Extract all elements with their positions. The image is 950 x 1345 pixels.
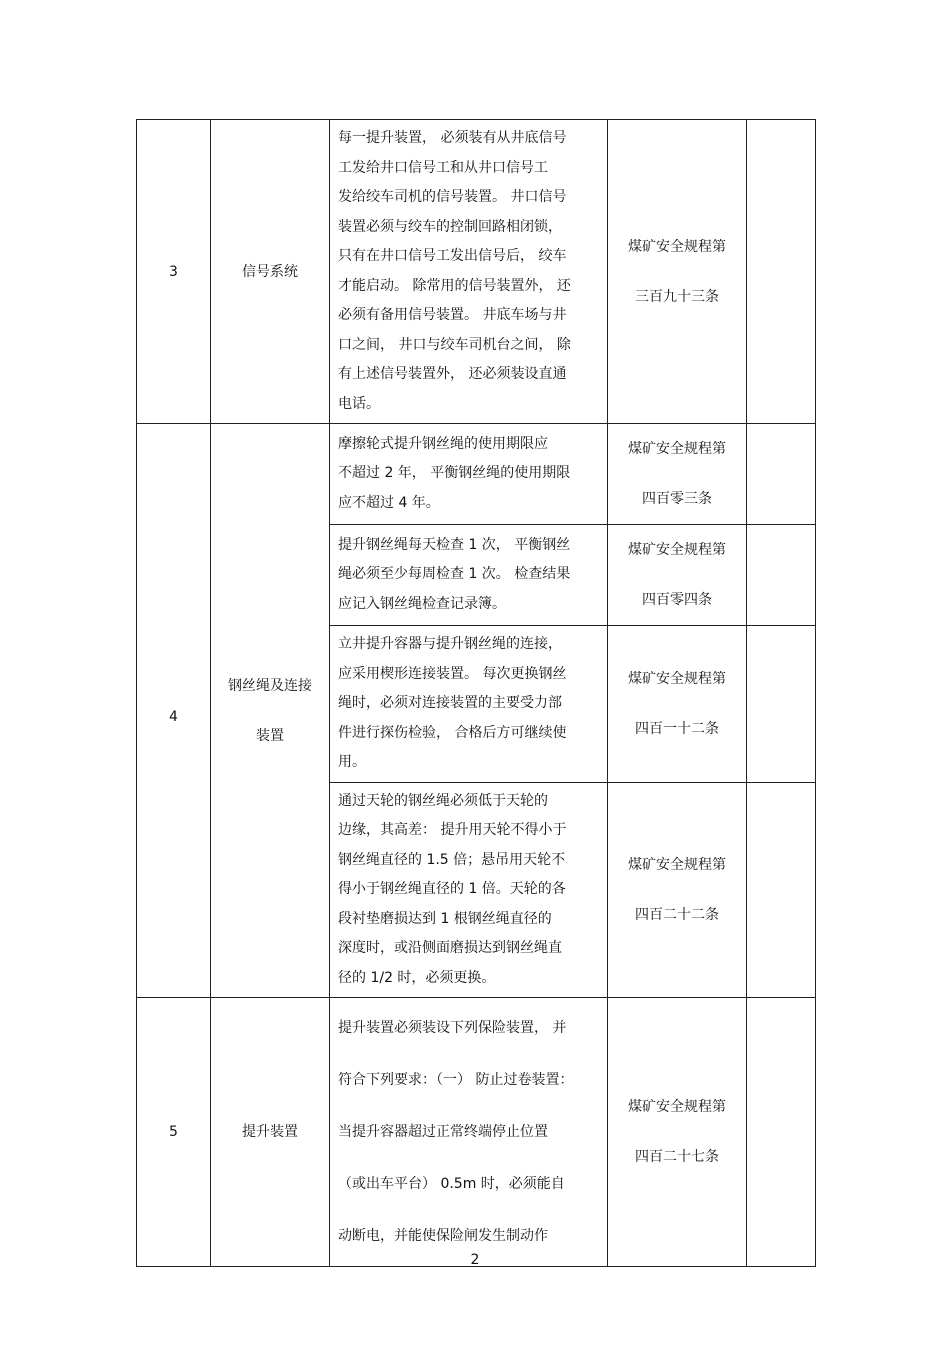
- requirement-line: 当提升容器超过正常终端停止位置: [338, 1124, 548, 1140]
- remarks-cell: [747, 424, 816, 525]
- basis-line: 四百二十七条: [635, 1149, 719, 1165]
- category-line: 钢丝绳及连接: [228, 677, 312, 694]
- requirement-line: 绳时，必须对连接装置的主要受力部: [338, 695, 562, 711]
- requirement-cell: [330, 525, 608, 626]
- remarks-cell: [747, 120, 816, 424]
- requirement-line: 应记入钢丝绳检查记录簿。: [338, 595, 506, 612]
- basis-line: 四百二十二条: [635, 906, 719, 923]
- remarks-cell: [747, 782, 816, 998]
- requirement-line: 只有在井口信号工发出信号后， 绞车: [338, 248, 567, 264]
- requirement-line: 应采用楔形连接装置。 每次更换钢丝: [338, 665, 567, 682]
- basis-line: 煤矿安全规程第: [628, 441, 726, 457]
- requirement-line: 深度时，或沿侧面磨损达到钢丝绳直: [338, 940, 562, 956]
- requirement-line: 才能启动。 除常用的信号装置外， 还: [338, 277, 571, 294]
- requirement-line: 段衬垫磨损达到 1 根钢丝绳直径的: [338, 910, 552, 927]
- basis-cell: [608, 782, 747, 998]
- requirement-line: 工发给井口信号工和从井口信号工: [338, 159, 548, 176]
- basis-cell: [608, 998, 747, 1267]
- requirement-line: 用。: [338, 754, 366, 770]
- basis-line: 煤矿安全规程第: [628, 542, 726, 558]
- basis-cell: [608, 626, 747, 783]
- basis-line: 三百九十三条: [635, 288, 719, 305]
- requirement-line: 必须有备用信号装置。 井底车场与井: [338, 307, 567, 323]
- requirement-line: 口之间， 井口与绞车司机台之间， 除: [338, 336, 571, 353]
- requirement-line: 绳必须至少每周检查 1 次。 检查结果: [338, 566, 571, 583]
- requirement-line: 得小于钢丝绳直径的 1 倍。天轮的各: [338, 881, 566, 897]
- remarks-cell: [747, 998, 816, 1267]
- regulation-table: [136, 119, 816, 1267]
- requirement-cell: [330, 424, 608, 525]
- requirement-line: 通过天轮的钢丝绳必须低于天轮的: [338, 792, 548, 809]
- row-number: 5: [137, 998, 211, 1267]
- basis-line: 四百零四条: [642, 592, 712, 608]
- requirement-line: 钢丝绳直径的 1.5 倍；悬吊用天轮不: [338, 851, 566, 868]
- basis-line: 煤矿安全规程第: [628, 856, 726, 873]
- remarks-cell: [747, 626, 816, 783]
- requirement-line: 动断电，并能使保险闸发生制动作: [338, 1228, 548, 1244]
- requirement-line: 符合下列要求：（一） 防止过卷装置：: [338, 1072, 574, 1088]
- row-number: 4: [137, 424, 211, 998]
- requirement-line: 应不超过 4 年。: [338, 494, 440, 511]
- requirement-line: 每一提升装置， 必须装有从井底信号: [338, 130, 567, 146]
- category-line: 提升装置: [242, 1124, 298, 1140]
- basis-line: 四百一十二条: [635, 720, 719, 737]
- basis-cell: [608, 525, 747, 626]
- basis-line: 四百零三条: [642, 491, 712, 507]
- requirement-line: （或出车平台） 0.5m 时，必须能自: [338, 1176, 565, 1192]
- category-cell: [211, 998, 330, 1267]
- category-line: 装置: [256, 727, 284, 744]
- requirement-line: 提升装置必须装设下列保险装置， 并: [338, 1020, 567, 1036]
- basis-line: 煤矿安全规程第: [628, 238, 726, 255]
- basis-cell: [608, 424, 747, 525]
- category-cell: [211, 424, 330, 998]
- basis-line: 煤矿安全规程第: [628, 1099, 726, 1115]
- category-line: 信号系统: [242, 263, 298, 280]
- requirement-line: 件进行探伤检验， 合格后方可继续使: [338, 724, 567, 741]
- remarks-cell: [747, 525, 816, 626]
- requirement-line: 发给绞车司机的信号装置。 井口信号: [338, 189, 567, 205]
- requirement-cell: [330, 626, 608, 783]
- requirement-line: 径的 1/2 时，必须更换。: [338, 969, 496, 986]
- requirement-cell: [330, 998, 608, 1267]
- basis-line: 煤矿安全规程第: [628, 670, 726, 687]
- table-row: [137, 998, 816, 1267]
- table-row: [137, 120, 816, 424]
- requirement-cell: [330, 782, 608, 998]
- requirement-line: 装置必须与绞车的控制回路相闭锁，: [338, 218, 562, 235]
- requirement-line: 不超过 2 年， 平衡钢丝绳的使用期限: [338, 465, 571, 482]
- row-number: 3: [137, 120, 211, 424]
- category-cell: [211, 120, 330, 424]
- basis-cell: [608, 120, 747, 424]
- requirement-line: 立井提升容器与提升钢丝绳的连接，: [338, 636, 562, 652]
- requirement-line: 摩擦轮式提升钢丝绳的使用期限应: [338, 435, 548, 452]
- requirement-line: 边缘，其高差： 提升用天轮不得小于: [338, 822, 567, 838]
- page-number: 2: [470, 1252, 480, 1268]
- table-row: [137, 424, 816, 525]
- requirement-line: 电话。: [338, 395, 380, 412]
- requirement-line: 有上述信号装置外， 还必须装设直通: [338, 366, 567, 382]
- requirement-cell: [330, 120, 608, 424]
- requirement-line: 提升钢丝绳每天检查 1 次， 平衡钢丝: [338, 536, 571, 553]
